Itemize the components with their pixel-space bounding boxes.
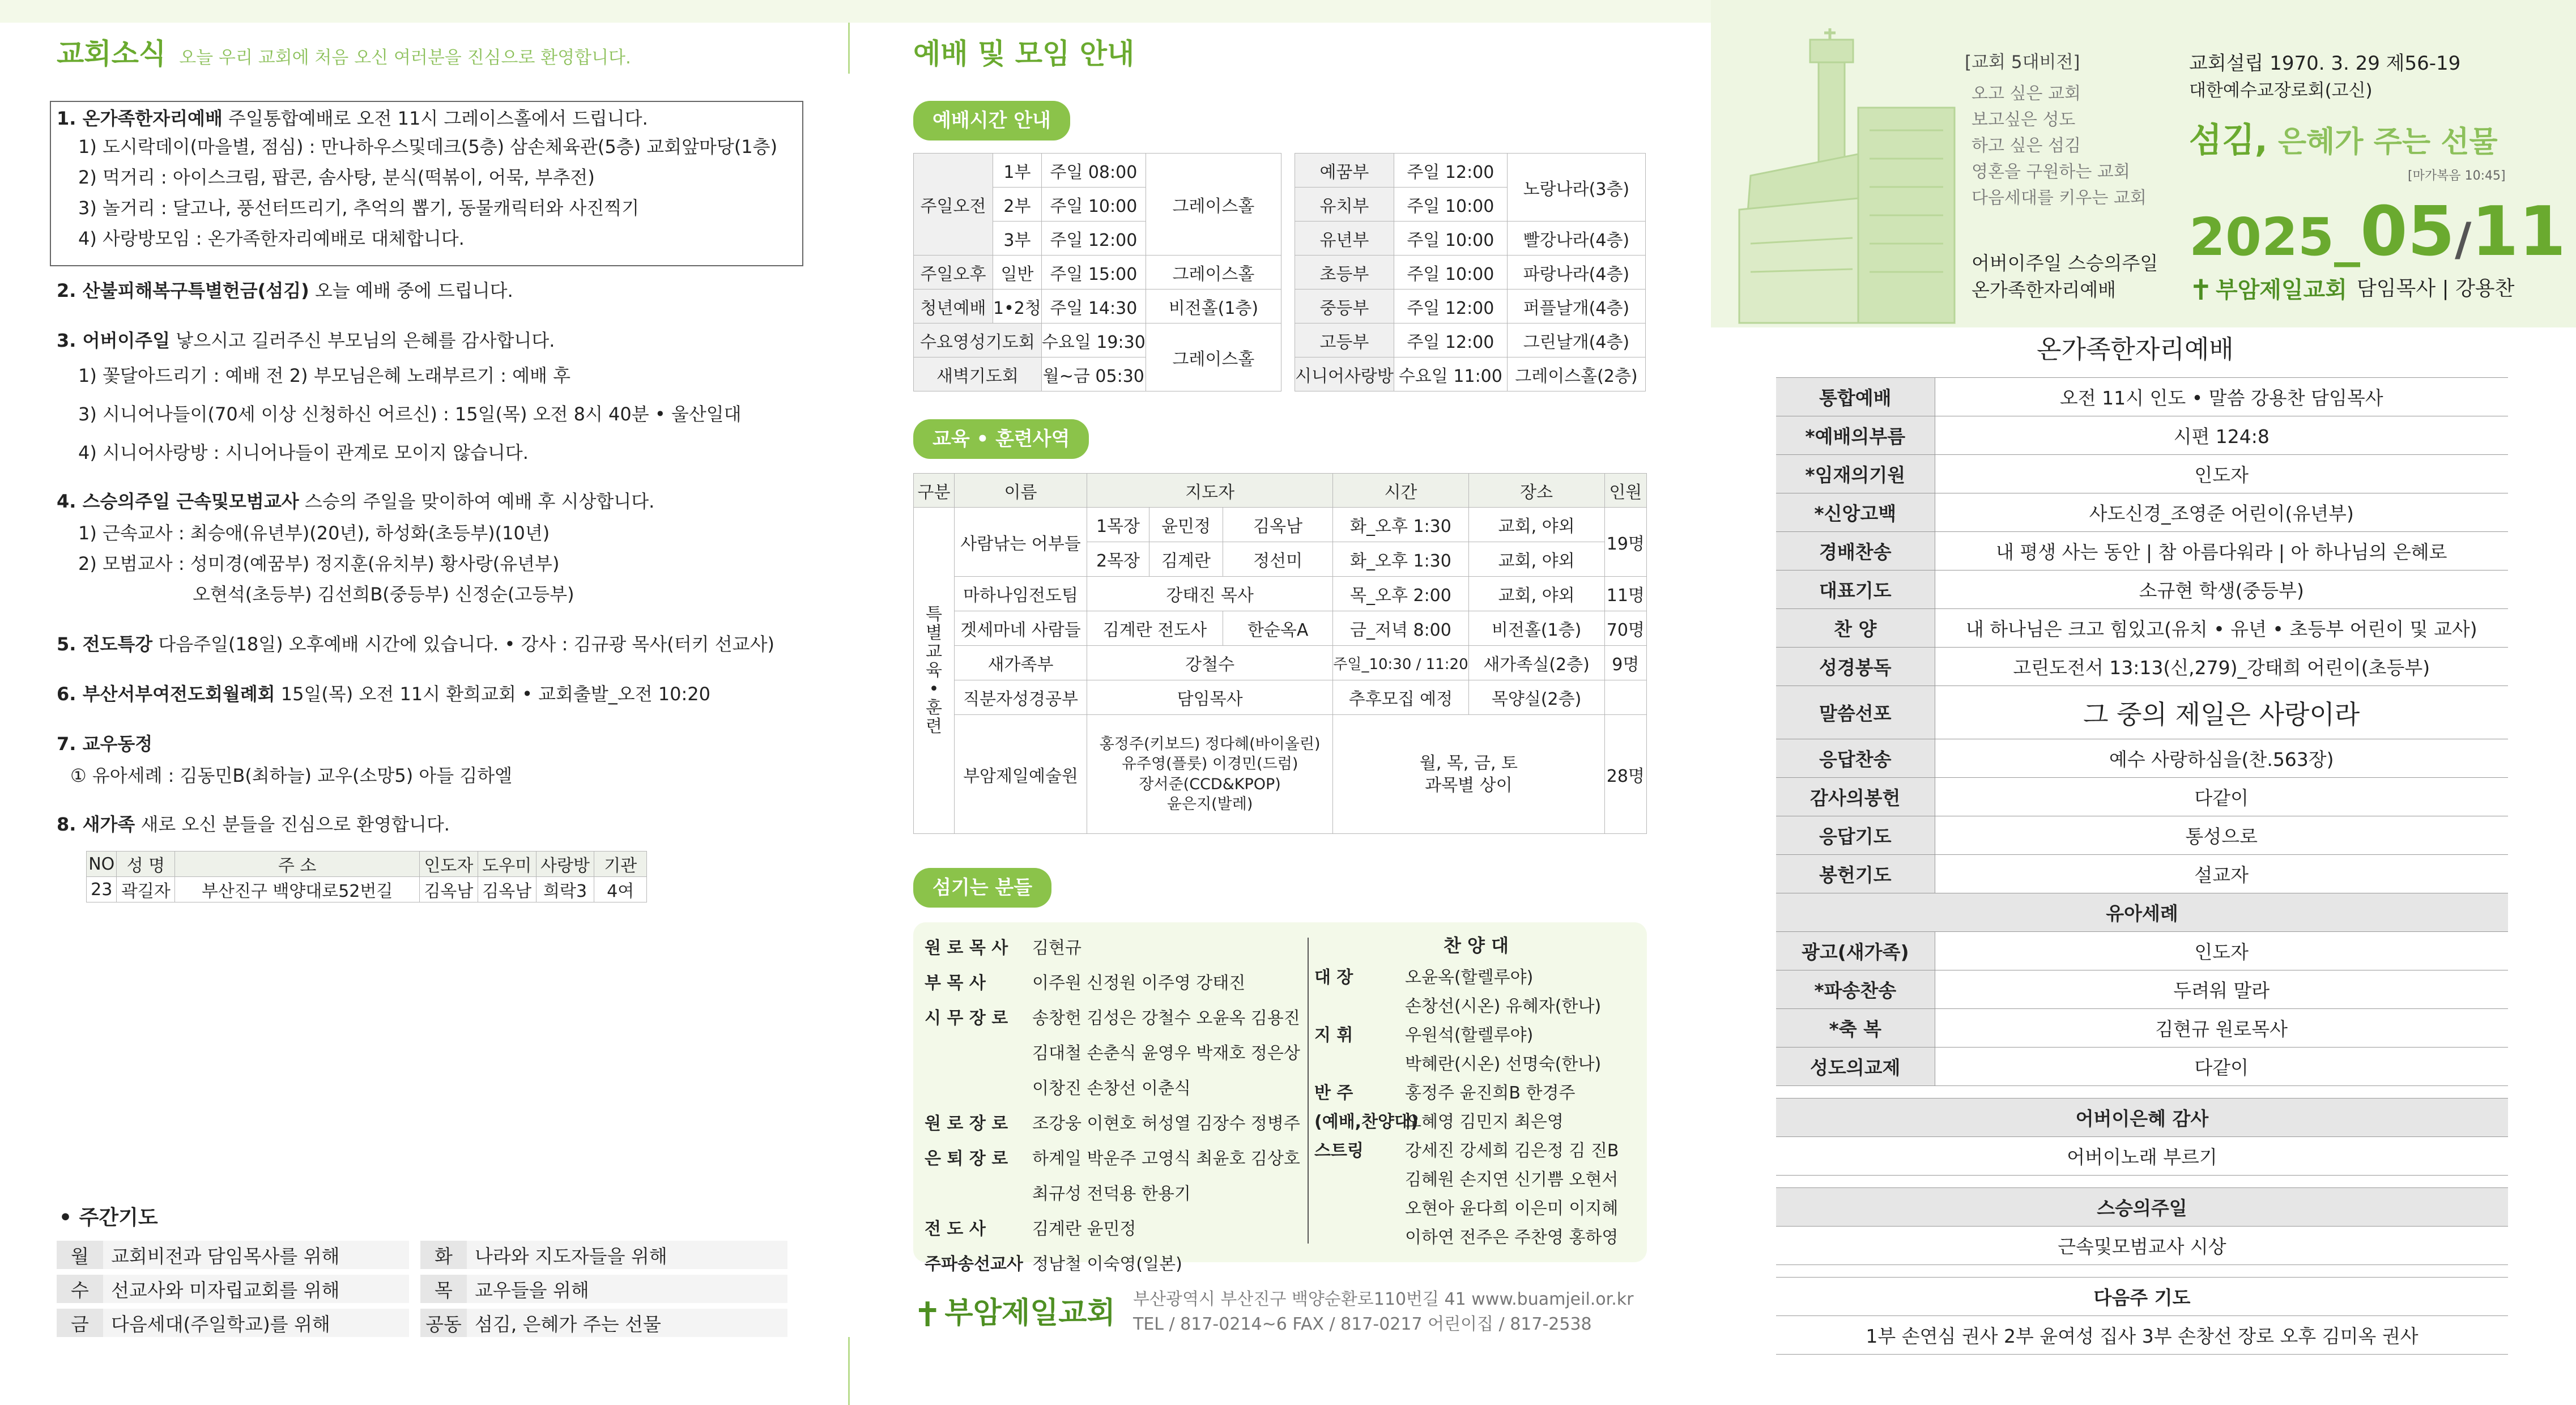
table-row: 고등부 주일 12:00 그린날개(4층) [1295, 323, 1646, 357]
founded: 교회설립 1970. 3. 29 제56-19 [2189, 52, 2461, 75]
worship-title: 예배 및 모임 안내 [913, 37, 1135, 70]
table-row: 찬 양 내 하나님은 크고 힘있고(유치 • 유년 • 초등부 어린이 및 교사) [1776, 609, 2508, 648]
vision-item: 하고 싶은 섬김 [1972, 136, 2081, 156]
notice-1-line: 4) 사랑방모임 : 온가족한자리예배로 대체합니다. [78, 228, 465, 249]
servant-row: 부 목 사 이주원 신정원 이주영 강태진 [925, 973, 1246, 993]
pill-worship-times: 예배시간 안내 [913, 101, 1070, 140]
table-row: 초등부 주일 10:00 파랑나라(4층) [1295, 256, 1646, 289]
notice-1-line: 1) 도시락데이(마을별, 점심) : 만나하우스및데크(5층) 삼손체육관(5층) 교회앞마당(1층) [78, 136, 778, 157]
table-row: *신앙고백 사도신경_조영준 어린이(유년부) [1776, 493, 2508, 532]
divider [848, 1337, 850, 1405]
cover-sunday-1: 어버이주일 스승의주일 [1972, 252, 2158, 274]
cover-church: ✝ 부암제일교회 [2189, 274, 2347, 306]
table-row: 구분 이름 지도자 시간 장소 인원 [914, 474, 1647, 508]
notice-7-line: ① 유아세례 : 김동민B(최하늘) 교우(소망5) 아들 김하엘 [70, 765, 513, 786]
table-row: 성경봉독 고린도전서 13:13(신,279)_강태희 어린이(초등부) [1776, 648, 2508, 686]
cross-icon: ✝ [913, 1295, 942, 1335]
notice-1: 1. 온가족한자리예배 주일통합예배로 오전 11시 그레이스홀에서 드립니다. [57, 108, 648, 129]
notice-4-line: 2) 모범교사 : 성미경(예꿈부) 정지훈(유치부) 황사랑(유년부) [78, 553, 560, 574]
table-row: 청년예배 1•2청 주일 14:30 비전홀(1층) [914, 289, 1281, 323]
table-row: 직분자성경공부 담임목사 추후모집 예정 목양실(2층) [914, 680, 1647, 715]
notice-1-line: 3) 놀거리 : 달고나, 풍선터뜨리기, 추억의 뽑기, 동물캐릭터와 사진찍기 [78, 197, 640, 219]
table-row: 경배찬송 내 평생 사는 동안 | 참 아름다워라 | 아 하나님의 은혜로 [1776, 532, 2508, 570]
table-row: 금 다음세대(주일학교)를 위해 공동 섬김, 은혜가 주는 선물 [57, 1309, 787, 1337]
servant-row: 최규성 전덕용 한용기 [1032, 1184, 1191, 1204]
table-row: 스승의주일 [1776, 1188, 2508, 1227]
table-row: 근속및모범교사 시상 [1776, 1227, 2508, 1265]
table-row: 중등부 주일 12:00 퍼플날개(4층) [1295, 289, 1646, 323]
notice-3-line: 1) 꽃달아드리기 : 예배 전 2) 부모님은혜 노래부르기 : 예배 후 [78, 365, 571, 386]
table-row: 유년부 주일 10:00 빨강나라(4층) [1295, 222, 1646, 256]
table-row: 감사의봉헌 다같이 [1776, 778, 2508, 816]
weekly-prayer-table [57, 1235, 787, 1343]
table-row: 마하나임전도팀 강태진 목사 목_오후 2:00 교회, 야외 11명 [914, 577, 1647, 611]
table-row: 어버이노래 부르기 [1776, 1137, 2508, 1176]
pill-servants: 섬기는 분들 [913, 868, 1051, 908]
church-building-illustration [1717, 28, 1983, 329]
servant-row: 박혜란(시온) 선명숙(한나) [1405, 1054, 1602, 1074]
servant-row: 지 휘 우원석(할렐루야) [1314, 1025, 1534, 1045]
education-table [913, 473, 1647, 834]
notice-3-line: 4) 시니어사랑방 : 시니어나들이 관계로 모이지 않습니다. [78, 442, 529, 463]
news-subtitle: 오늘 우리 교회에 처음 오신 여러분을 진심으로 환영합니다. [179, 48, 631, 68]
table-row: 예꿈부 주일 12:00 노랑나라(3층) [1295, 154, 1646, 188]
servant-row: 김혜원 손지연 신기쁨 오현서 [1405, 1170, 1619, 1190]
notice-3: 3. 어버이주일 낳으시고 길러주신 부모님의 은혜를 감사합니다. [57, 330, 555, 351]
motto-verse: [마가복음 10:45] [2408, 169, 2506, 183]
servant-row: 스트링 강세진 강세희 김은정 김 진B [1314, 1141, 1619, 1161]
notice-4-line: 1) 근속교사 : 최승애(유년부)(20년), 하성화(초등부)(10년) [78, 522, 550, 544]
table-row: 응답찬송 예수 사랑하심을(찬.563장) [1776, 739, 2508, 778]
notice-1-line: 2) 먹거리 : 아이스크림, 팝콘, 솜사탕, 분식(떡볶이, 어묵, 부추전) [78, 167, 595, 188]
table-row: 2부 주일 10:00 [914, 188, 1281, 222]
table-row: 2목장 김계란 정선미 화_오후 1:30 교회, 야외 [914, 542, 1647, 577]
table-row: 수요영성기도회 수요일 19:30 그레이스홀 [914, 323, 1281, 357]
table-row: 광고(새가족) 인도자 [1776, 932, 2508, 970]
table-row: *파송찬송 두려워 말라 [1776, 970, 2508, 1009]
table-row: *축 복 김현규 원로목사 [1776, 1009, 2508, 1048]
servants-divider [1308, 938, 1309, 1244]
footer-phone: TEL / 817-0214~6 FAX / 817-0217 어린이집 / 817-2538 [1133, 1314, 1592, 1334]
notice-2: 2. 산불피해복구특별헌금(섬김) 오늘 예배 중에 드립니다. [57, 280, 513, 301]
servant-row: 반 주 홍정주 윤진희B 한경주 [1314, 1083, 1576, 1103]
news-title: 교회소식 [57, 37, 167, 70]
table-row: *임재의기원 인도자 [1776, 455, 2508, 493]
vision-item: 영혼을 구원하는 교회 [1972, 162, 2130, 182]
servant-row: 이하연 전주은 주찬영 홍하영 [1405, 1228, 1619, 1248]
table-row: 부암제일예술원 홍정주(키보드) 정다혜(바이올린) 유주영(플룻) 이경민(드럼) 장서준(CCD&KPOP) 윤은지(발레) 월, 목, 금, 토 과목별 상이 28명 [914, 715, 1647, 834]
servant-row: 대 장 오윤옥(할렐루야) [1314, 968, 1534, 987]
newcomer-table [86, 851, 647, 902]
footer-address: 부산광역시 부산진구 백양순환로110번길 41 www.buamjeil.or.kr [1133, 1289, 1634, 1309]
pill-education: 교육 • 훈련사역 [913, 419, 1089, 459]
table-row: 시니어사랑방 수요일 11:00 그레이스홀(2층) [1295, 357, 1646, 391]
table-row: 수 선교사와 미자립교회를 위해 목 교우들을 위해 [57, 1275, 787, 1303]
footer-church-name: 부암제일교회 [944, 1296, 1115, 1330]
servant-row: 손창선(시온) 유혜자(한나) [1405, 997, 1602, 1016]
servant-row: 전 도 사 김계란 윤민정 [925, 1219, 1136, 1239]
worship-times-left [913, 153, 1281, 391]
bulletin-date: 2025_05/11 [2189, 193, 2566, 271]
table-row: 3부 주일 12:00 [914, 222, 1281, 256]
top-band [0, 0, 1711, 23]
servant-row: 원 로 목 사 김현규 [925, 938, 1082, 958]
cover-sunday-2: 온가족한자리예배 [1972, 279, 2117, 301]
notice-3-line: 3) 시니어나들이(70세 이상 신청하신 어르신) : 15일(목) 오전 8시 40분 • 울산일대 [78, 403, 742, 425]
order-table [1776, 377, 2508, 1355]
senior-pastor: 담임목사 | 강용찬 [2357, 277, 2515, 300]
cross-icon: ✝ [2189, 274, 2213, 306]
table-row: 성도의교제 다같이 [1776, 1048, 2508, 1086]
table-row: NO 성 명 주 소 인도자 도우미 사랑방 기관 [87, 851, 647, 877]
table-row: 유아세례 [1776, 893, 2508, 932]
notice-7: 7. 교우동정 [57, 733, 153, 755]
news-header [57, 31, 631, 72]
table-row: 유치부 주일 10:00 [1295, 188, 1646, 222]
divider [848, 23, 850, 74]
notice-5: 5. 전도특강 다음주일(18일) 오후예배 시간에 있습니다. • 강사 : 김규광 목사(터키 선교사) [57, 633, 774, 655]
table-row: 봉헌기도 설교자 [1776, 855, 2508, 893]
worship-times-right [1295, 153, 1646, 391]
table-row: 새벽기도회 월~금 05:30 [914, 357, 1281, 391]
table-row: 주일오후 일반 주일 15:00 그레이스홀 [914, 256, 1281, 289]
table-row: 주일오전 1부 주일 08:00 그레이스홀 [914, 154, 1281, 188]
table-row: 특별교육•훈련 사람낚는 어부들 1목장 윤민정 김옥남 화_오후 1:30 교회, 야외 19명 [914, 508, 1647, 542]
servant-row: 오현아 윤다희 이은미 이지혜 [1405, 1199, 1619, 1219]
notice-8: 8. 새가족 새로 오신 분들을 진심으로 환영합니다. [57, 814, 450, 835]
order-title: 온가족한자리예배 [2037, 334, 2234, 364]
table-row: 어버이은혜 감사 [1776, 1099, 2508, 1137]
notice-4: 4. 스승의주일 근속및모범교사 스승의 주일을 맞이하여 예배 후 시상합니다. [57, 491, 655, 512]
vision-item: 오고 싶은 교회 [1972, 84, 2081, 104]
table-row: 23 곽길자 부산진구 백양대로52번길 김옥남 김옥남 희락3 4여 [87, 877, 647, 902]
church-motto: 섬김, 은혜가 주는 선물 [2189, 121, 2498, 160]
notice-4-line: 오현석(초등부) 김선희B(중등부) 신정순(고등부) [193, 584, 574, 605]
table-row: 통합예배 오전 11시 인도 • 말씀 강용찬 담임목사 [1776, 378, 2508, 416]
servant-row: 주파송선교사 정남철 이숙영(일본) [925, 1254, 1182, 1274]
table-row: 겟세마네 사람들 김계란 전도사 한순옥A 금_저녁 8:00 비전홀(1층) 70명 [914, 611, 1647, 646]
weekly-prayer-title: • 주간기도 [59, 1206, 158, 1229]
table-row: 새가족부 강철수 주일_10:30 / 11:20 새가족실(2층) 9명 [914, 646, 1647, 680]
notice-6: 6. 부산서부여전도회월례회 15일(목) 오전 11시 환희교회 • 교회출발_오전 10:20 [57, 683, 710, 705]
servant-row: 은 퇴 장 로 하계일 박운주 고영식 최윤호 김상호 [925, 1149, 1300, 1169]
table-row: *예배의부름 시편 124:8 [1776, 416, 2508, 455]
servant-row: 김대철 손춘식 윤영우 박재호 정은상 [1032, 1044, 1300, 1063]
choir-title: 찬 양 대 [1444, 935, 1509, 956]
table-row: 다음주 기도 [1776, 1278, 2508, 1316]
servant-row: 시 무 장 로 송창헌 김성은 강철수 오윤옥 김용진 [925, 1008, 1300, 1028]
table-row: 1부 손연심 권사 2부 윤여성 집사 3부 손창선 장로 오후 김미옥 권사 [1776, 1316, 2508, 1355]
vision-item: 다음세대를 키우는 교회 [1972, 188, 2147, 208]
servant-row: 원 로 장 로 조강웅 이현호 허성열 김장수 정병주 [925, 1114, 1300, 1134]
table-row: 응답기도 통성으로 [1776, 816, 2508, 855]
table-row: 말씀선포 그 중의 제일은 사랑이라 [1776, 686, 2508, 739]
table-row: 대표기도 소규현 학생(중등부) [1776, 570, 2508, 609]
table-row: 월 교회비전과 담임목사를 위해 화 나라와 지도자들을 위해 [57, 1241, 787, 1269]
servant-row: (예배,찬양대)오혜영 김민지 최은영 [1314, 1112, 1564, 1132]
footer-logo [913, 1289, 1115, 1335]
vision-title: [교회 5대비전] [1965, 52, 2080, 73]
vision-item: 보고싶은 성도 [1972, 110, 2076, 130]
servant-row: 이창진 손창선 이춘식 [1032, 1079, 1191, 1099]
denomination: 대한예수교장로회(고신) [2189, 80, 2373, 101]
